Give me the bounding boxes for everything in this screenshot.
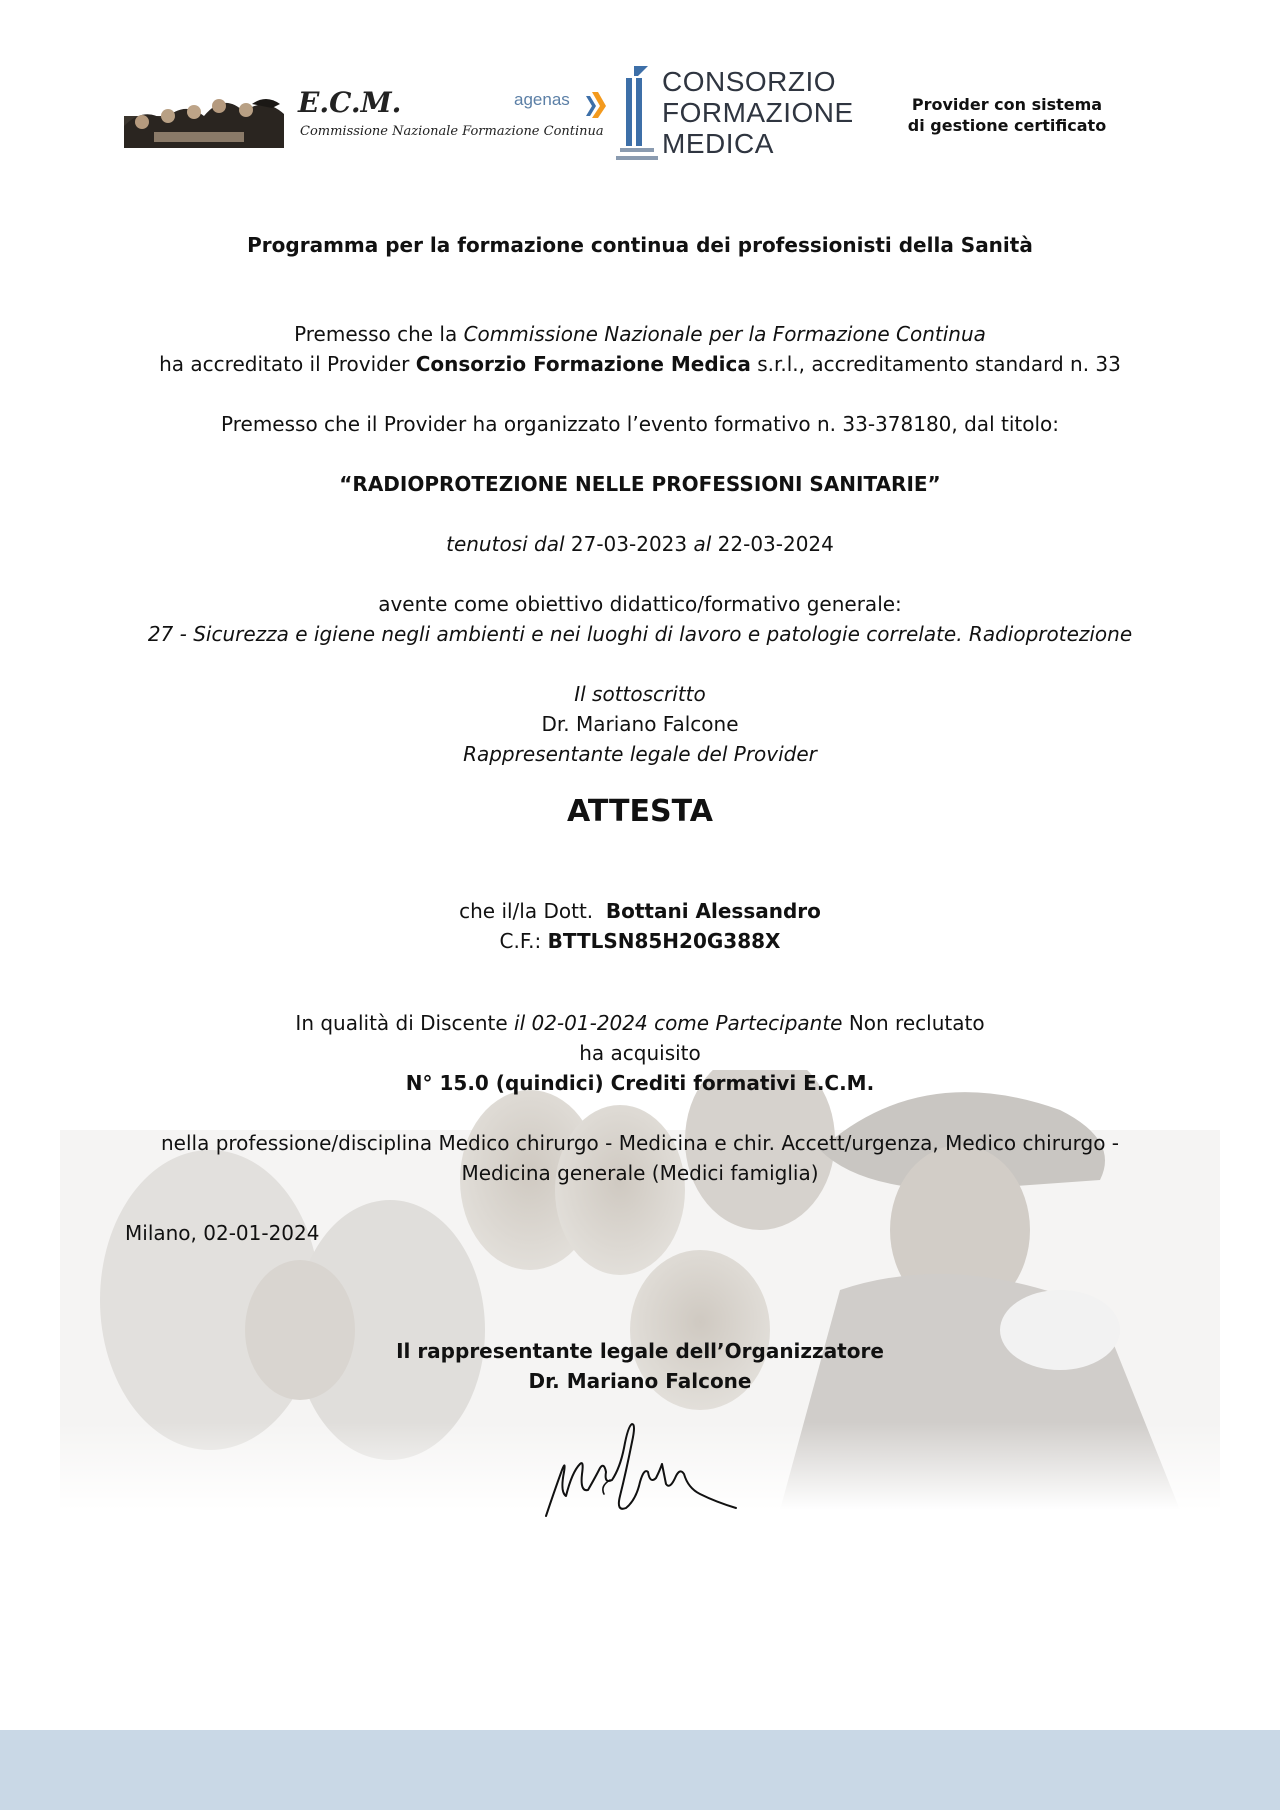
date-to: 22-03-2024: [711, 532, 834, 556]
closing-name: Dr. Mariano Falcone: [528, 1369, 752, 1393]
fiscal-code-value: BTTLSN85H20G388X: [547, 929, 781, 953]
footer-band: [0, 1730, 1280, 1810]
attesta-heading: ATTESTA: [567, 794, 713, 829]
provider-name: Consorzio Formazione Medica: [415, 352, 751, 376]
fiscal-code-line: [100, 926, 1180, 956]
credits-amount: N° 15.0 (quindici) Crediti formativi E.C.M.: [405, 1071, 875, 1095]
place-date: Milano, 02-01-2024: [125, 1221, 320, 1245]
consortium-name-line2: FORMAZIONE: [662, 97, 854, 128]
consortium-name-line1: CONSORZIO: [662, 66, 837, 97]
role-recruitment: Non reclutato: [842, 1011, 985, 1035]
participant-prefix: che il/la Dott.: [459, 899, 606, 923]
provider-note-line2: di gestione certificato: [907, 116, 1107, 135]
intro-line1: [100, 319, 1180, 349]
consortium-column-logo: [614, 64, 660, 164]
ecm-painting-logo: [124, 86, 284, 148]
dates-to-label: al: [693, 532, 712, 556]
closing-role: Il rappresentante legale dell’Organizzatore: [396, 1339, 884, 1363]
event-intro: Premesso che il Provider ha organizzato l’evento formativo n. 33-378180, dal titolo:: [221, 412, 1059, 436]
role-line: [100, 1008, 1180, 1038]
profession-line1: nella professione/disciplina Medico chirurgo - Medicina e chir. Accett/urgenza, Medico chirurgo -: [161, 1131, 1119, 1155]
accreditation-text: s.r.l., accreditamento standard n. 33: [750, 352, 1121, 376]
date-from: 27-03-2023: [564, 532, 694, 556]
programme-heading: Programma per la formazione continua dei professionisti della Sanità: [247, 233, 1033, 257]
signatory-name: Dr. Mariano Falcone: [541, 712, 739, 736]
ecm-subtitle: Commissione Nazionale Formazione Continua: [300, 124, 604, 139]
objective-block: [100, 589, 1180, 649]
event-title: “RADIOPROTEZIONE NELLE PROFESSIONI SANITARIE”: [339, 472, 941, 496]
acquired-label: ha acquisito: [579, 1041, 701, 1065]
participant-block: [100, 896, 1180, 956]
intro-premesso-text: Premesso che la: [294, 322, 464, 346]
objective-text: 27 - Sicurezza e igiene negli ambienti e nei luoghi di lavoro e patologie correlate. Radioprotezione: [147, 622, 1133, 646]
consortium-name: [662, 66, 854, 159]
credits-block: [100, 1008, 1180, 1098]
profession-block: [100, 1128, 1180, 1188]
dates-from-label: tenutosi dal: [446, 532, 565, 556]
objective-intro: avente come obiettivo didattico/formativo generale:: [378, 592, 902, 616]
role-date-participant: il 02-01-2024 come Partecipante: [514, 1011, 843, 1035]
provider-certification-note: [900, 94, 1114, 136]
intro-block: [100, 319, 1180, 379]
event-dates: [100, 529, 1180, 559]
agenas-logo-text: agenas: [514, 90, 570, 109]
consortium-name-line3: MEDICA: [662, 128, 774, 159]
role-prefix: In qualità di Discente: [295, 1011, 515, 1035]
closing-block: [100, 1336, 1180, 1396]
ecm-title: E.C.M.: [298, 86, 402, 119]
accredited-text: ha accreditato il Provider: [159, 352, 416, 376]
fiscal-code-label: C.F.:: [499, 929, 548, 953]
commission-name: Commissione Nazionale per la Formazione Continua: [463, 322, 986, 346]
intro-line2: [100, 349, 1180, 379]
agenas-logo-mark: [514, 88, 610, 120]
provider-note-line1: Provider con sistema: [911, 95, 1103, 114]
signatory-role: Rappresentante legale del Provider: [463, 742, 817, 766]
participant-line: [100, 896, 1180, 926]
participant-name: Bottani Alessandro: [605, 899, 821, 923]
signatory-block: [100, 679, 1180, 769]
handwritten-signature: [540, 1412, 740, 1522]
signatory-label: Il sottoscritto: [574, 682, 706, 706]
profession-line2: Medicina generale (Medici famiglia): [461, 1161, 819, 1185]
